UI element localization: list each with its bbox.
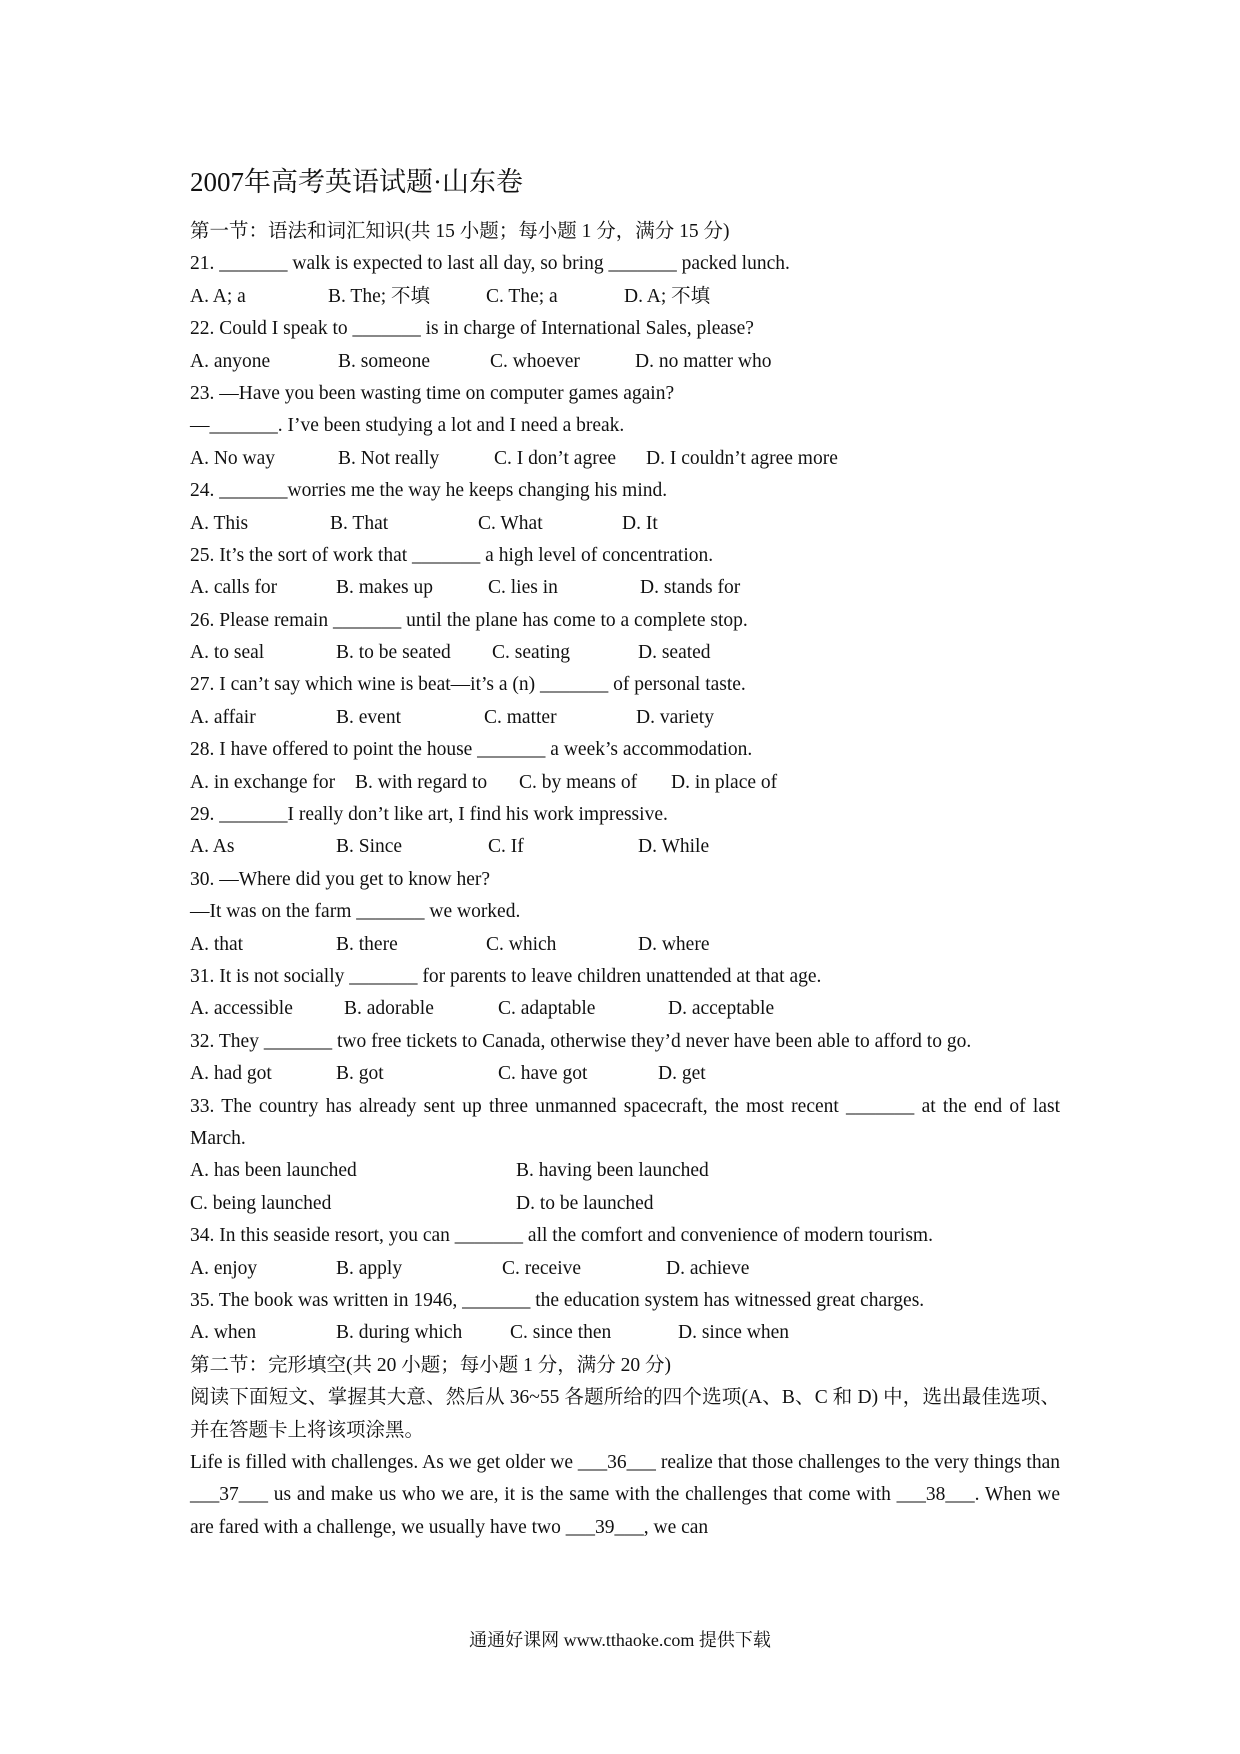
option-c: C. adaptable [498, 998, 596, 1020]
option-b: B. adorable [344, 998, 434, 1020]
option-b: B. got [336, 1063, 384, 1085]
question-options [190, 637, 1060, 669]
question-options [190, 929, 1060, 961]
question-stem: 25. It’s the sort of work that _______ a high level of concentration. [190, 544, 714, 566]
option-b: B. event [336, 706, 401, 728]
question-stem: 34. In this seaside resort, you can _______ all the comfort and convenience of modern tourism. [190, 1225, 933, 1247]
section2-instructions: 阅读下面短文、掌握其大意、然后从 36~55 各题所给的四个选项(A、B、C 和 D) 中，选出最佳选项、并在答题卡上将该项涂黑。 [190, 1387, 1060, 1441]
option-b: B. there [336, 933, 398, 955]
option-d: D. achieve [666, 1257, 750, 1279]
question-options [190, 1253, 1060, 1285]
question-stem: 31. It is not socially _______ for parents to leave children unattended at that age. [190, 965, 822, 987]
cloze-passage: Life is filled with challenges. As we get older we ___36___ realize that those challenges to the very things than ___37___ us and make us who we are, it is the same with the challenges that come with ___38___. When we are fared with a challenge, we usually have two ___39___, we can [190, 1451, 1060, 1538]
option-a: A. As [190, 836, 235, 858]
option-d: D. I couldn’t agree more [646, 447, 838, 469]
question-options [190, 443, 1060, 475]
option-d: D. since when [678, 1322, 790, 1344]
question-options [190, 508, 1060, 540]
option-d: D. get [658, 1063, 706, 1085]
page-title: 2007年高考英语试题·山东卷 [190, 167, 523, 197]
option-c: C. If [488, 836, 524, 858]
option-c: C. The; a [486, 285, 558, 307]
option-a: A. This [190, 512, 249, 534]
option-b: B. having been launched [516, 1160, 709, 1182]
question-options [190, 767, 1060, 799]
option-b: B. during which [336, 1322, 463, 1344]
question-options [190, 1317, 1060, 1349]
option-b: B. makes up [336, 577, 433, 599]
exam-content [190, 216, 1060, 1544]
question-options [190, 1058, 1060, 1090]
option-b: B. with regard to [355, 771, 488, 793]
question-stem: 35. The book was written in 1946, _______ the education system has witnessed great charges. [190, 1289, 925, 1311]
question-stem: —It was on the farm _______ we worked. [190, 901, 521, 923]
option-a: A. had got [190, 1063, 272, 1085]
option-a: A. affair [190, 706, 256, 728]
option-b: B. That [330, 512, 389, 534]
option-c: C. matter [484, 706, 557, 728]
option-c: C. being launched [190, 1192, 332, 1214]
question-options [190, 346, 1060, 378]
option-c: C. seating [492, 642, 570, 664]
option-b: B. apply [336, 1257, 403, 1279]
question-options [190, 831, 1060, 863]
question-options [190, 1155, 1060, 1187]
option-a: A. that [190, 933, 244, 955]
question-stem: 32. They _______ two free tickets to Canada, otherwise they’d never have been able to afford to go. [190, 1030, 972, 1052]
option-d: D. acceptable [668, 998, 775, 1020]
option-a: A. enjoy [190, 1257, 258, 1279]
question-options [190, 572, 1060, 604]
option-a: A. A; a [190, 285, 246, 307]
question-stem: 24. _______worries me the way he keeps changing his mind. [190, 480, 668, 502]
option-b: B. Not really [338, 447, 440, 469]
option-a: A. calls for [190, 577, 278, 599]
question-stem: 26. Please remain _______ until the plane has come to a complete stop. [190, 609, 748, 631]
option-d: D. A; 不填 [624, 285, 711, 307]
option-d: D. variety [636, 706, 714, 728]
section2-heading: 第二节：完形填空(共 20 小题；每小题 1 分，满分 20 分) [190, 1354, 671, 1376]
option-b: B. The; 不填 [328, 285, 431, 307]
option-a: A. in exchange for [190, 771, 336, 793]
option-c: C. receive [502, 1257, 582, 1279]
option-b: B. Since [336, 836, 403, 858]
option-a: A. No way [190, 447, 276, 469]
option-c: C. lies in [488, 577, 558, 599]
option-d: D. stands for [640, 577, 741, 599]
option-c: C. which [486, 933, 557, 955]
option-b: B. someone [338, 350, 431, 372]
option-a: A. accessible [190, 998, 293, 1020]
option-a: A. to seal [190, 642, 265, 664]
question-stem: 22. Could I speak to _______ is in charge of International Sales, please? [190, 318, 754, 340]
option-c: C. have got [498, 1063, 588, 1085]
option-a: A. has been launched [190, 1160, 357, 1182]
question-stem: 23. —Have you been wasting time on computer games again? [190, 382, 675, 404]
question-stem: 27. I can’t say which wine is beat—it’s a (n) _______ of personal taste. [190, 674, 746, 696]
option-c: C. I don’t agree [494, 447, 617, 469]
question-options [190, 702, 1060, 734]
question-stem: 21. _______ walk is expected to last all day, so bring _______ packed lunch. [190, 253, 790, 275]
option-d: D. to be launched [516, 1192, 654, 1214]
option-a: A. when [190, 1322, 257, 1344]
question-stem: 30. —Where did you get to know her? [190, 868, 491, 890]
option-c: C. since then [510, 1322, 612, 1344]
option-d: D. seated [638, 642, 711, 664]
section1-heading: 第一节：语法和词汇知识(共 15 小题；每小题 1 分，满分 15 分) [190, 221, 730, 242]
option-d: D. no matter who [635, 350, 772, 372]
option-a: A. anyone [190, 350, 271, 372]
question-options [190, 1188, 1060, 1220]
question-options [190, 993, 1060, 1025]
option-d: D. It [622, 512, 658, 534]
option-b: B. to be seated [336, 642, 451, 664]
footer-download-notice: 通通好课网 www.tthaoke.com 提供下载 [469, 1630, 771, 1650]
question-stem: 28. I have offered to point the house _______ a week’s accommodation. [190, 739, 753, 761]
option-c: C. What [478, 512, 543, 534]
option-c: C. whoever [490, 350, 580, 372]
question-stem: —_______. I’ve been studying a lot and I need a break. [190, 415, 625, 437]
option-d: D. in place of [671, 771, 778, 793]
option-c: C. by means of [519, 771, 638, 793]
question-stem: 33. The country has already sent up three unmanned spacecraft, the most recent _______ at the end of last March. [190, 1095, 1060, 1149]
option-d: D. While [638, 836, 710, 858]
option-d: D. where [638, 933, 710, 955]
question-stem: 29. _______I really don’t like art, I find his work impressive. [190, 804, 668, 826]
question-options [190, 281, 1060, 313]
